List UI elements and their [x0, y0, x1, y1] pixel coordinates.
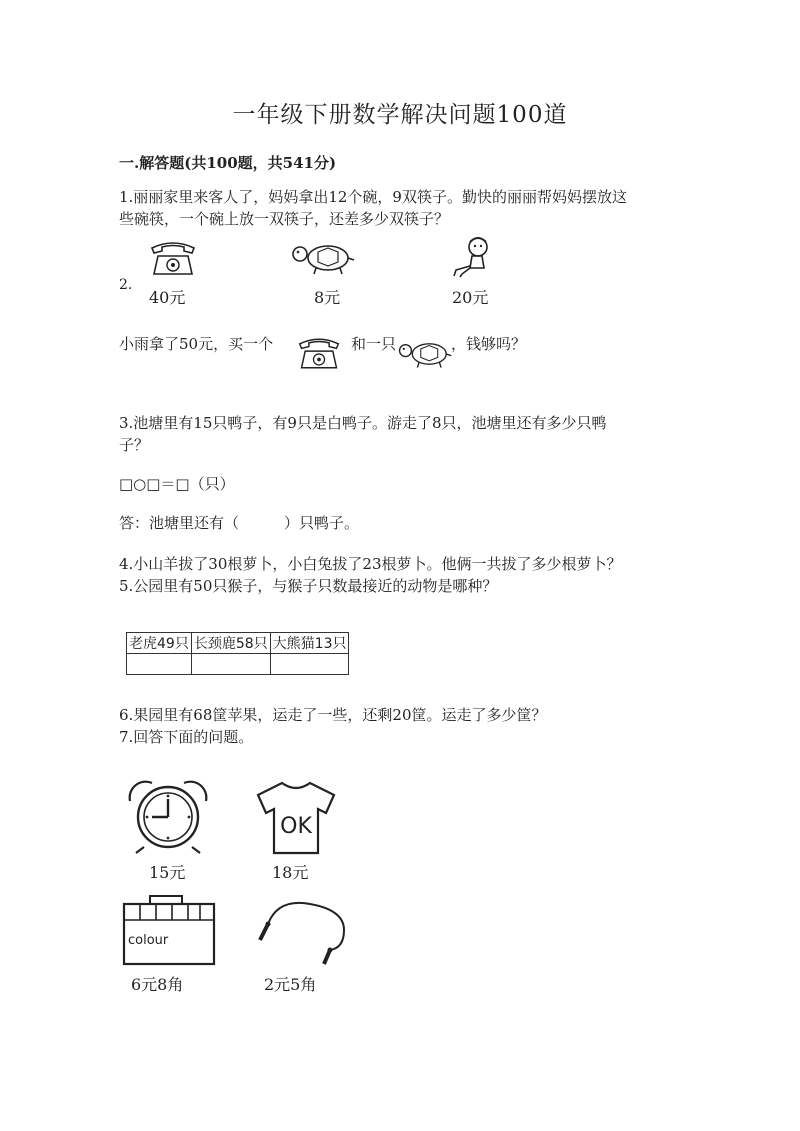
- section-heading: 一.解答题(共100题，共541分): [119, 154, 337, 172]
- telephone-icon: [296, 333, 342, 373]
- price-t-shirt: 18元: [272, 863, 309, 882]
- question-1-line-1: 1.丽丽家里来客人了，妈妈拿出12个碗，9双筷子。勤快的丽丽帮妈妈摆放这: [119, 188, 627, 206]
- jump-rope-icon: [248, 896, 348, 968]
- question-1-line-2: 些碗筷，一个碗上放一双筷子，还差多少双筷子？: [119, 210, 450, 228]
- animal-table: [126, 632, 349, 675]
- alarm-clock-icon: [122, 779, 214, 855]
- question-3-formula: □○□＝□（只）: [119, 475, 235, 493]
- table-row: [127, 654, 349, 675]
- price-telephone: 40元: [149, 288, 186, 307]
- question-2-text-end: ，钱够吗？: [451, 335, 527, 353]
- price-boy-toy: 20元: [452, 288, 489, 307]
- page-title: 一年级下册数学解决问题100道: [232, 102, 568, 128]
- question-2-text-mid: 和一只: [351, 335, 397, 353]
- table-cell-empty: [270, 654, 349, 675]
- box-text: colour: [128, 933, 169, 948]
- table-cell-empty: [127, 654, 192, 675]
- telephone-icon: [148, 238, 198, 278]
- question-3-line-1: 3.池塘里有15只鸭子，有9只是白鸭子。游走了8只，池塘里还有多少只鸭: [119, 414, 607, 432]
- price-alarm-clock: 15元: [149, 863, 186, 882]
- question-5: 5.公园里有50只猴子，与猴子只数最接近的动物是哪种？: [119, 577, 498, 595]
- question-4: 4.小山羊拔了30根萝卜，小白兔拔了23根萝卜。他俩一共拔了多少根萝卜？: [119, 555, 622, 573]
- question-3-line-2: 子？: [119, 436, 150, 454]
- price-jump-rope: 2元5角: [264, 975, 317, 994]
- shirt-text: OK: [280, 814, 312, 839]
- table-cell-panda: 大熊猫13只: [270, 633, 349, 654]
- turtle-icon: [397, 338, 453, 370]
- table-cell-empty: [191, 654, 270, 675]
- question-7: 7.回答下面的问题。: [119, 728, 254, 746]
- price-colour-box: 6元8角: [131, 975, 184, 994]
- price-turtle: 8元: [314, 288, 341, 307]
- t-shirt-icon: [254, 779, 338, 857]
- table-cell-giraffe: 长颈鹿58只: [191, 633, 270, 654]
- question-3-answer: 答：池塘里还有（ ）只鸭子。: [119, 514, 360, 532]
- question-3: [119, 412, 679, 456]
- question-6: 6.果园里有68筐苹果，运走了一些，还剩20筐。运走了多少筐？: [119, 706, 547, 724]
- question-2-number: 2.: [119, 277, 133, 293]
- boy-toy-icon: [448, 236, 494, 278]
- table-row: [127, 633, 349, 654]
- table-cell-tiger: 老虎49只: [127, 633, 192, 654]
- question-2-text-start: 小雨拿了50元，买一个: [119, 335, 274, 353]
- turtle-icon: [290, 240, 356, 276]
- question-1: [119, 186, 679, 230]
- colour-box-icon: [120, 894, 218, 968]
